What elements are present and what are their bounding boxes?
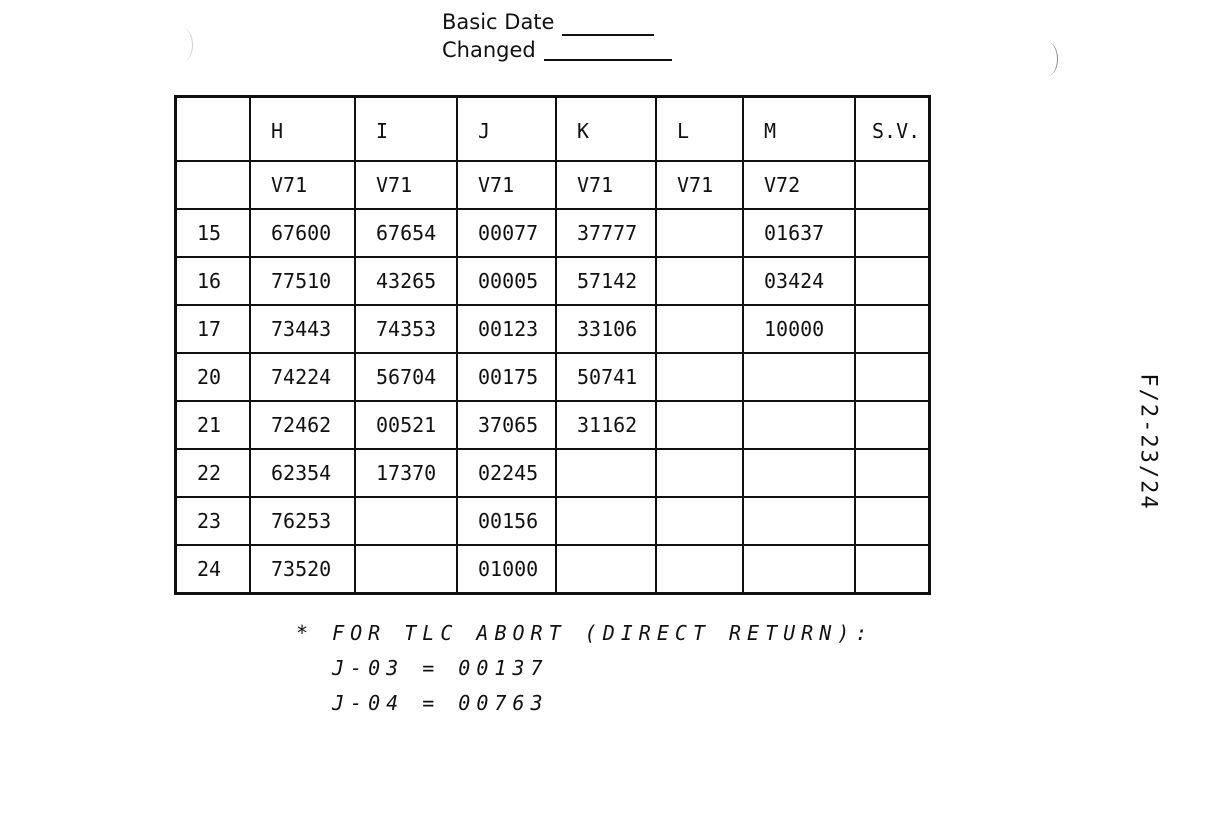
row-label: 23 [176,497,251,545]
table-cell [656,449,743,497]
table-row [176,449,930,497]
table-cell: 02245 [457,449,556,497]
table-cell [743,545,855,594]
note-line: J-04 = 00763 [332,691,549,715]
table-cell [743,353,855,401]
register-table [174,95,931,595]
column-header: M [743,97,855,162]
verb-cell [855,161,930,209]
column-header: J [457,97,556,162]
verb-cell [176,161,251,209]
row-label: 24 [176,545,251,594]
verb-cell: V71 [355,161,457,209]
table-cell: 37777 [556,209,656,257]
table-row [176,257,930,305]
table-cell: 62354 [250,449,355,497]
table-cell [855,497,930,545]
table-cell: 17370 [355,449,457,497]
table-cell: 74224 [250,353,355,401]
table-cell: 00005 [457,257,556,305]
punch-hole-mark [172,28,193,62]
table-cell: 73443 [250,305,355,353]
row-label: 20 [176,353,251,401]
table-cell: 01637 [743,209,855,257]
table-cell [656,353,743,401]
table-cell: 03424 [743,257,855,305]
verb-row [176,161,930,209]
row-label: 22 [176,449,251,497]
table-cell [743,449,855,497]
row-label: 16 [176,257,251,305]
table-cell: 57142 [556,257,656,305]
table-cell: 00521 [355,401,457,449]
table-cell [855,545,930,594]
table-cell: 00077 [457,209,556,257]
table-cell: 56704 [355,353,457,401]
table-cell: 67600 [250,209,355,257]
column-header: L [656,97,743,162]
table-cell: 31162 [556,401,656,449]
table-cell: 76253 [250,497,355,545]
table-cell [556,449,656,497]
table-cell: 33106 [556,305,656,353]
verb-cell: V72 [743,161,855,209]
table-cell: 01000 [457,545,556,594]
table-row [176,305,930,353]
column-header: I [355,97,457,162]
table-cell: 37065 [457,401,556,449]
changed-row [442,36,672,64]
note-line: * FOR TLC ABORT (DIRECT RETURN): [296,621,874,645]
table-cell: 43265 [355,257,457,305]
basic-date-label: Basic Date [442,10,555,34]
table-row [176,545,930,594]
table-cell [656,257,743,305]
table-cell [855,305,930,353]
table-cell [743,497,855,545]
column-header-row [176,97,930,162]
table-row [176,209,930,257]
page-code: F/2-23/24 [1135,373,1161,511]
table-cell [656,497,743,545]
table-cell [855,401,930,449]
table-cell [855,209,930,257]
table-cell: 50741 [556,353,656,401]
table-cell: 77510 [250,257,355,305]
row-label: 17 [176,305,251,353]
table-cell: 10000 [743,305,855,353]
verb-cell: V71 [250,161,355,209]
changed-blank [544,41,672,61]
punch-hole-mark [1037,42,1058,76]
table-cell [556,497,656,545]
column-header: S.V. [855,97,930,162]
table-cell [855,257,930,305]
table-cell: 00175 [457,353,556,401]
handwritten-note [296,616,873,721]
table-cell [855,353,930,401]
basic-date-blank [562,16,654,36]
table-cell: 74353 [355,305,457,353]
verb-cell: V71 [556,161,656,209]
table-cell: 73520 [250,545,355,594]
table-cell [656,209,743,257]
column-header: H [250,97,355,162]
table-cell: 72462 [250,401,355,449]
date-header [442,8,672,64]
verb-cell: V71 [457,161,556,209]
changed-label: Changed [442,38,536,62]
table-cell [656,401,743,449]
basic-date-row [442,8,672,36]
table-cell [355,545,457,594]
column-header: K [556,97,656,162]
table-cell [355,497,457,545]
note-line: J-03 = 00137 [332,656,549,680]
table-cell [743,401,855,449]
table-row [176,401,930,449]
table-row [176,497,930,545]
table-cell [656,545,743,594]
table-cell: 00156 [457,497,556,545]
table-cell [556,545,656,594]
table-cell [855,449,930,497]
column-header [176,97,251,162]
table-cell: 67654 [355,209,457,257]
table-cell: 00123 [457,305,556,353]
table-row [176,353,930,401]
verb-cell: V71 [656,161,743,209]
row-label: 21 [176,401,251,449]
table-cell [656,305,743,353]
row-label: 15 [176,209,251,257]
